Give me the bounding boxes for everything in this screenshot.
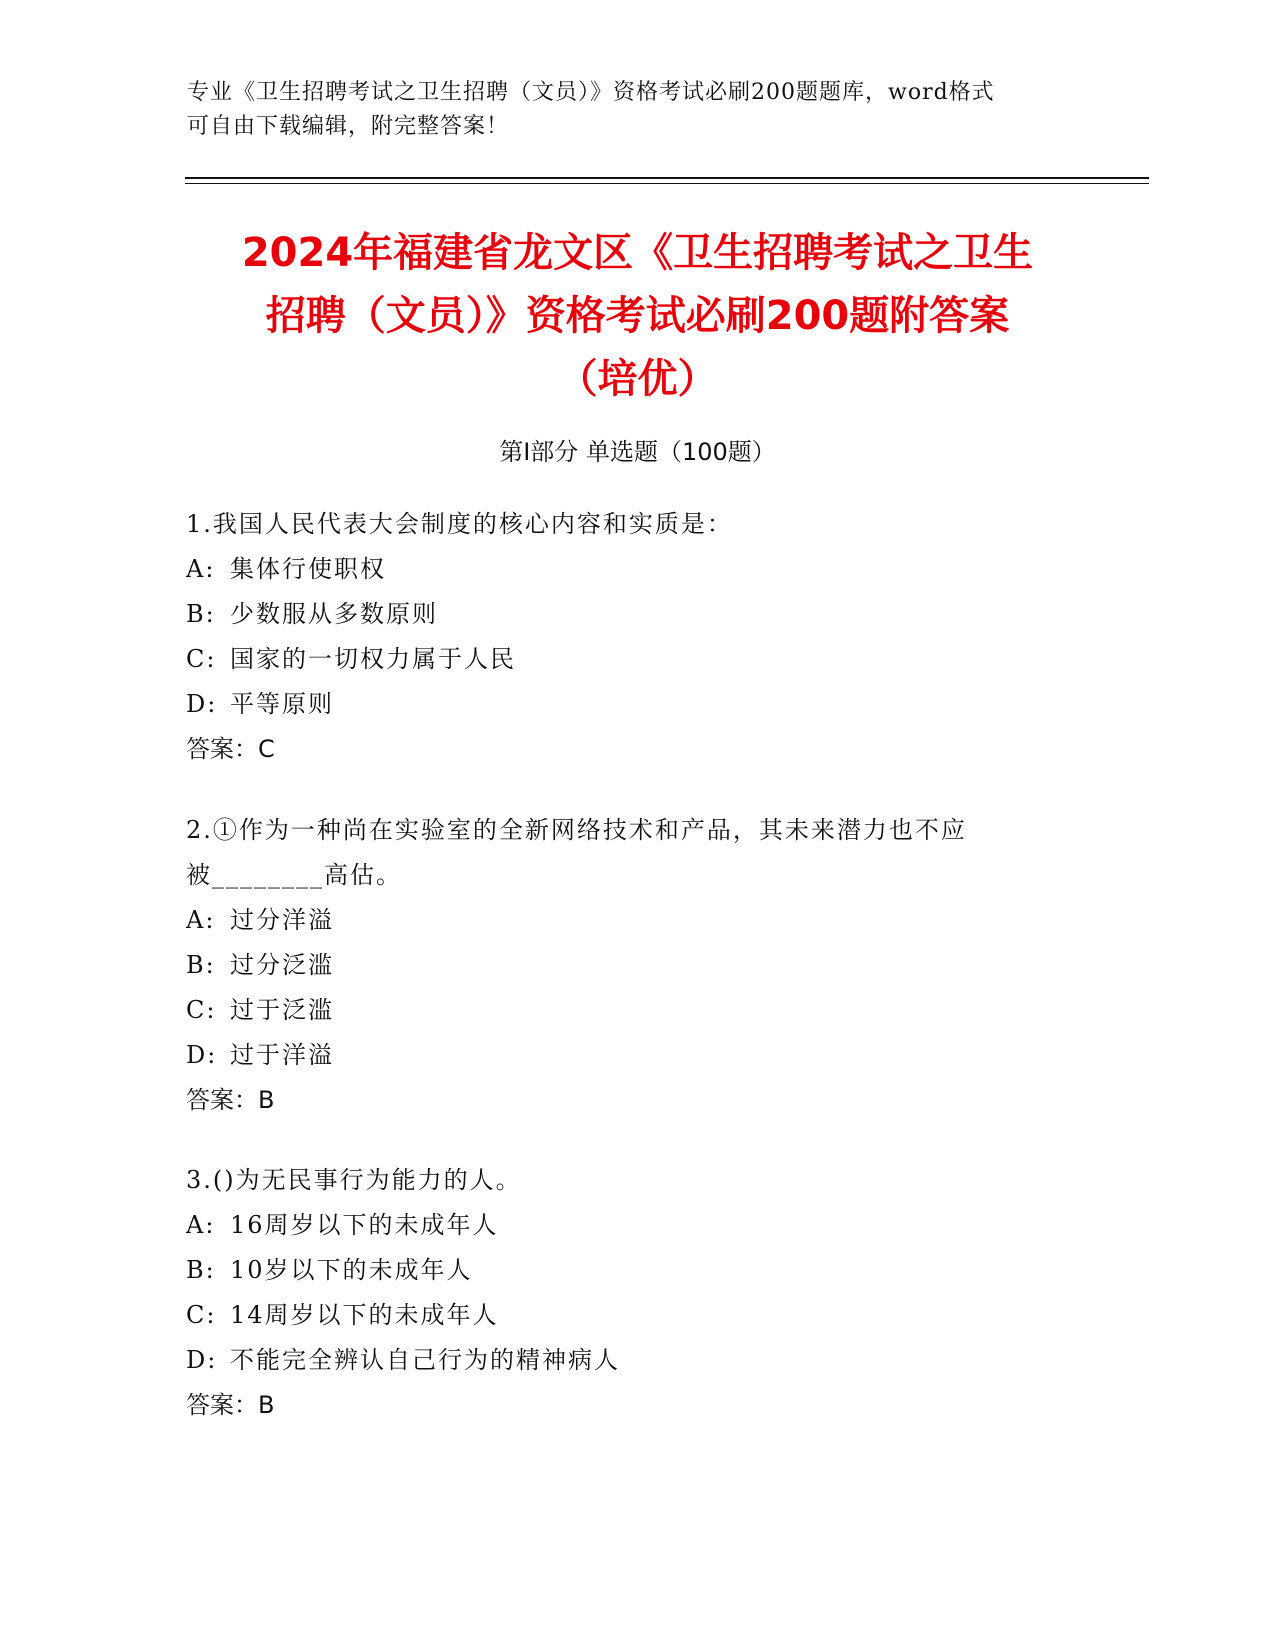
option-text: 10岁以下的未成年人 (230, 1256, 473, 1284)
option-label: B: (186, 600, 216, 628)
option-a (186, 1203, 1086, 1248)
option-text: 少数服从多数原则 (230, 600, 438, 628)
title-line-2: 招聘（文员）》资格考试必刷200题附答案 (265, 293, 1010, 339)
question-2 (186, 808, 1086, 1123)
section-heading: 第Ⅰ部分 单选题（100题） (499, 438, 776, 466)
option-text: 14周岁以下的未成年人 (230, 1301, 499, 1329)
question-3 (186, 1158, 1086, 1428)
header-note (187, 76, 1087, 144)
option-b (186, 943, 1086, 988)
option-text: 过于泛滥 (230, 996, 334, 1024)
header-note-line-2: 可自由下载编辑，附完整答案！ (187, 114, 510, 139)
option-text: 过于洋溢 (230, 1041, 334, 1069)
answer: 答案：B (186, 1391, 275, 1419)
header-divider-thin (185, 183, 1149, 184)
document-title (150, 222, 1125, 411)
option-d (186, 1338, 1086, 1383)
option-label: B: (186, 1256, 216, 1284)
question-stem: 3.()为无民事行为能力的人。 (186, 1166, 522, 1194)
question-stem-line-1: 2.①作为一种尚在实验室的全新网络技术和产品，其未来潜力也不应 (186, 816, 967, 844)
option-label: A: (186, 906, 216, 934)
option-text: 过分洋溢 (230, 906, 334, 934)
title-line-3: （培优） (557, 356, 718, 402)
option-label: D: (186, 690, 218, 718)
answer: 答案：B (186, 1086, 275, 1114)
header-note-line-1: 专业《卫生招聘考试之卫生招聘（文员）》资格考试必刷200题题库，word格式 (187, 80, 995, 105)
option-c (186, 637, 1086, 682)
option-text: 不能完全辨认自己行为的精神病人 (230, 1346, 620, 1374)
option-label: A: (186, 1211, 216, 1239)
header-divider-thick (185, 177, 1149, 179)
option-d (186, 1033, 1086, 1078)
option-label: D: (186, 1041, 218, 1069)
option-label: C: (186, 645, 217, 673)
option-b (186, 592, 1086, 637)
option-label: C: (186, 996, 217, 1024)
title-line-1: 2024年福建省龙文区《卫生招聘考试之卫生 (241, 230, 1034, 276)
option-a (186, 547, 1086, 592)
option-d (186, 682, 1086, 727)
option-text: 过分泛滥 (230, 951, 334, 979)
option-label: B: (186, 951, 216, 979)
option-c (186, 988, 1086, 1033)
option-b (186, 1248, 1086, 1293)
option-label: A: (186, 555, 216, 583)
question-stem-line-2: 被________高估。 (186, 861, 402, 889)
option-c (186, 1293, 1086, 1338)
option-text: 16周岁以下的未成年人 (230, 1211, 499, 1239)
option-text: 国家的一切权力属于人民 (230, 645, 516, 673)
question-stem: 1.我国人民代表大会制度的核心内容和实质是： (186, 510, 733, 538)
option-text: 集体行使职权 (230, 555, 386, 583)
option-text: 平等原则 (230, 690, 334, 718)
option-a (186, 898, 1086, 943)
answer: 答案：C (186, 735, 275, 763)
question-1 (186, 502, 1086, 772)
option-label: C: (186, 1301, 217, 1329)
option-label: D: (186, 1346, 218, 1374)
